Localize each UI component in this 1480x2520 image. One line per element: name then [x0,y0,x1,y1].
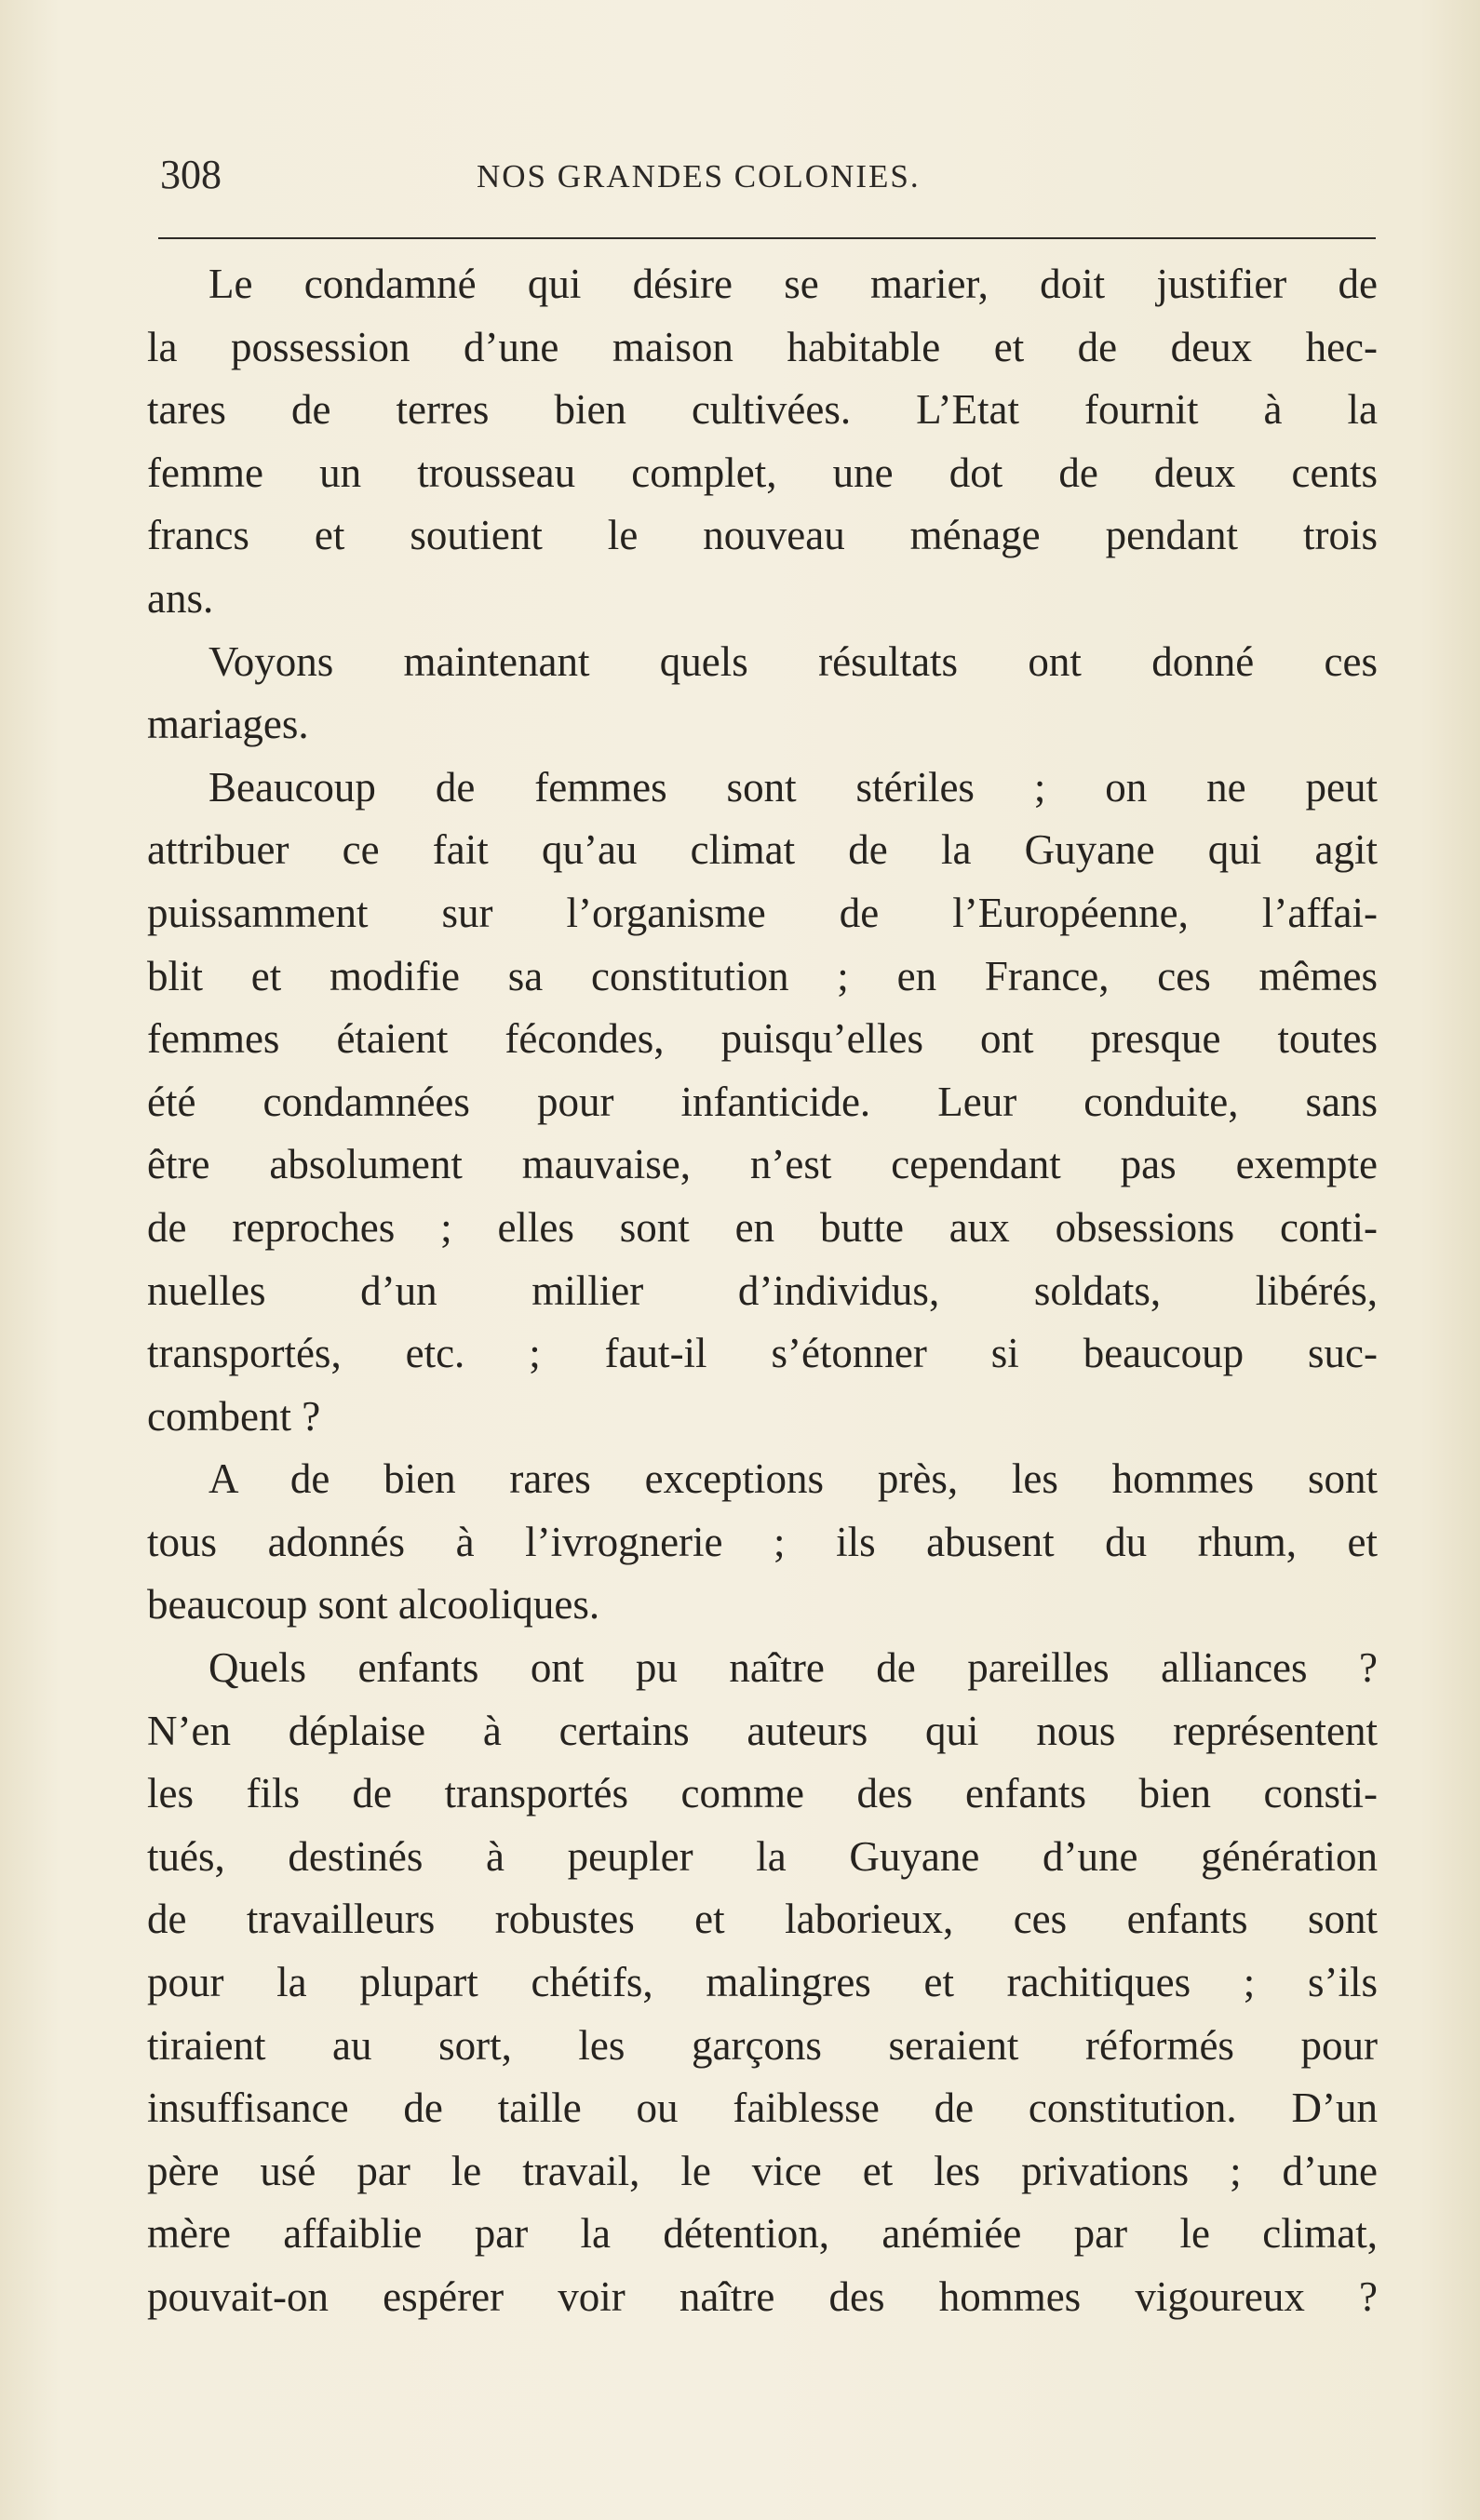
text-line: de reproches ; elles sont en butte aux obsessions conti- [147,1203,1378,1251]
text-line: Le condamné qui désire se marier, doit justifier de [209,261,1378,307]
text-line: tiraient au sort, les garçons seraient réformés pour [147,2021,1378,2069]
text-line: tous adonnés à l’ivrognerie ; ils abusent du rhum, et [147,1518,1378,1565]
text-line: insuffisance de taille ou faiblesse de constitution. D’un [147,2084,1378,2132]
text-line: francs et soutient le nouveau ménage pendant trois [147,512,1378,559]
text-line: N’en déplaise à certains auteurs qui nous représentent [147,1707,1378,1754]
text-line: Voyons maintenant quels résultats ont donné ces [209,637,1378,685]
text-line: été condamnées pour infanticide. Leur conduite, sans [147,1078,1378,1125]
text-line: pour la plupart chétifs, malingres et rachitiques ; s’ils [147,1959,1378,2006]
text-line: pouvait-on espérer voir naître des hommes vigoureux ? [147,2273,1378,2320]
text-line: ans. [147,574,214,622]
text-line: nuelles d’un millier d’individus, soldats, libérés, [147,1267,1378,1314]
text-line: blit et modifie sa constitution ; en France, ces mêmes [147,952,1378,999]
text-line: tués, destinés à peupler la Guyane d’une génération [147,1832,1378,1880]
running-title: NOS GRANDES COLONIES. [477,158,921,194]
text-line: puissamment sur l’organisme de l’Européenne, l’affai- [147,889,1378,936]
text-line: attribuer ce fait qu’au climat de la Guyane qui agit [147,826,1378,874]
text-line: mère affaiblie par la détention, anémiée par le climat, [147,2210,1378,2258]
text-line: combent ? [147,1392,321,1440]
text-line: femme un trousseau complet, une dot de deux cents [147,449,1378,496]
text-line: être absolument mauvaise, n’est cependant pas exempte [147,1141,1378,1188]
text-line: la possession d’une maison habitable et de deux hec- [147,323,1378,370]
text-line: A de bien rares exceptions près, les hommes sont [209,1455,1378,1503]
text-line: beaucoup sont alcooliques. [147,1581,600,1629]
text-line: Quels enfants ont pu naître de pareilles alliances ? [209,1644,1378,1692]
text-line: les fils de transportés comme des enfants bien consti- [147,1770,1378,1817]
text-line: femmes étaient fécondes, puisqu’elles ont presque toutes [147,1015,1378,1063]
text-line: transportés, etc. ; faut-il s’étonner si beaucoup suc- [147,1330,1378,1377]
page-header [151,147,1379,203]
text-line: père usé par le travail, le vice et les privations ; d’une [147,2147,1378,2194]
text-line: tares de terres bien cultivées. L’Etat fournit à la [147,386,1378,434]
header-rule [158,237,1376,239]
page-number: 308 [160,152,222,197]
body-text [147,253,1378,2329]
text-line: Beaucoup de femmes sont stériles ; on ne peut [209,763,1378,811]
text-line: mariages. [147,701,309,748]
text-line: de travailleurs robustes et laborieux, ces enfants sont [147,1896,1378,1943]
